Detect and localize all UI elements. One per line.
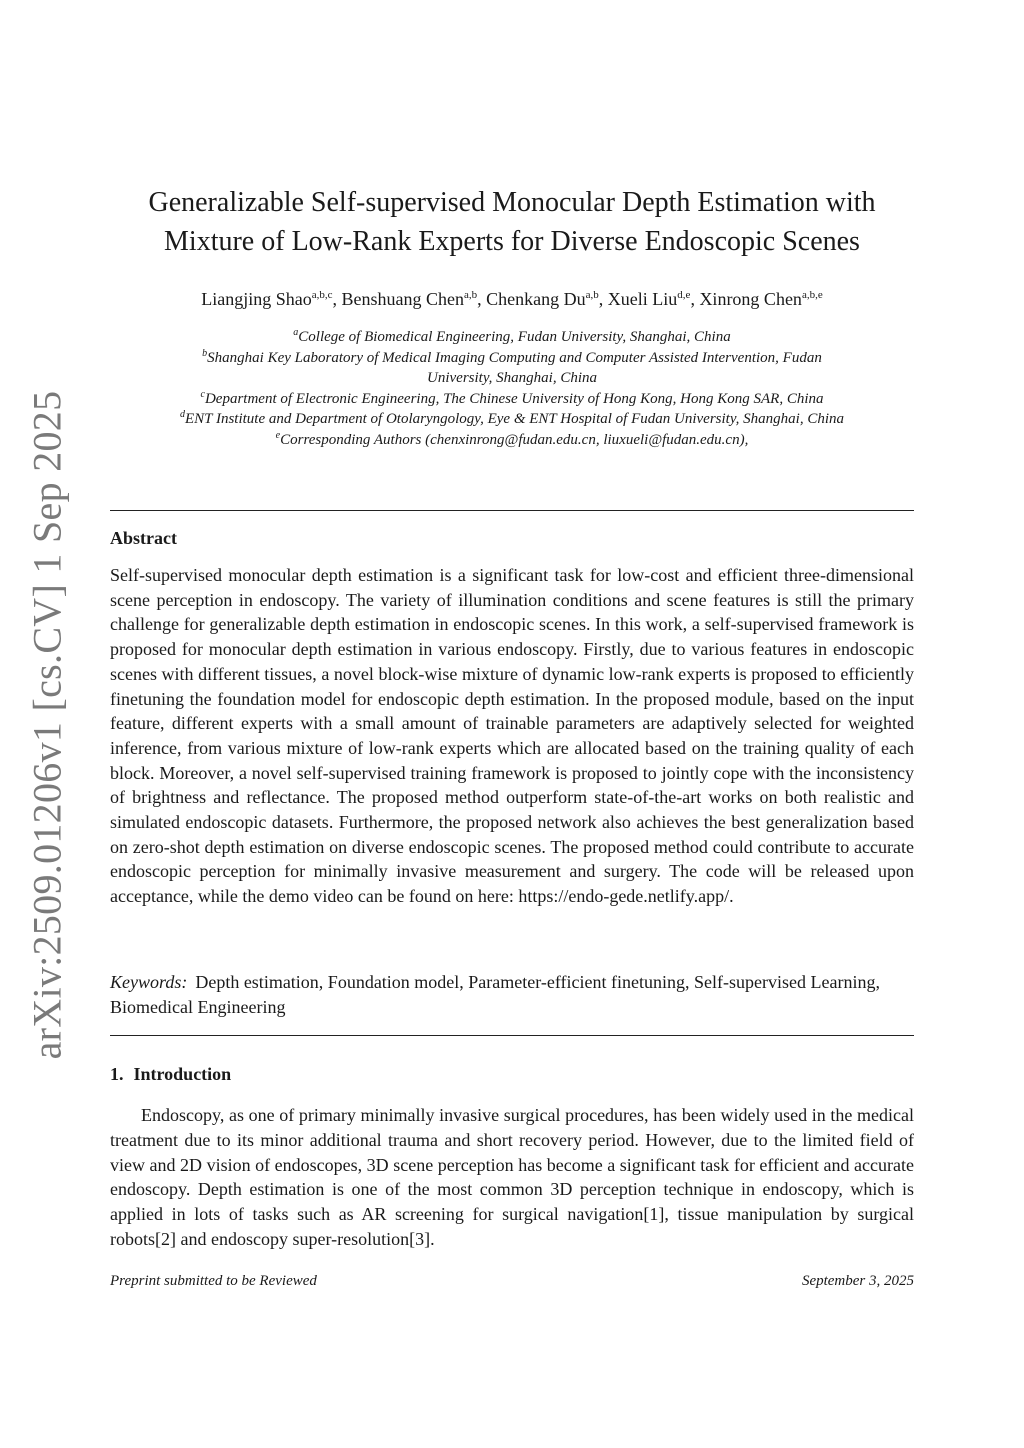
author-name: Benshuang Chen xyxy=(341,289,465,309)
paper-title xyxy=(110,183,914,261)
abstract-heading: Abstract xyxy=(110,528,177,548)
affiliation-list xyxy=(110,327,914,451)
affiliation-text: Corresponding Authors (chenxinrong@fudan.edu.cn, liuxueli@fudan.edu.cn), xyxy=(280,431,749,448)
affiliation-line xyxy=(110,409,914,430)
footer-date: September 3, 2025 xyxy=(801,1273,914,1289)
affiliation-mark: e xyxy=(275,429,281,441)
author-name: Xinrong Chen xyxy=(699,289,802,309)
keywords-label: Keywords: xyxy=(110,972,188,992)
affiliation-mark: b xyxy=(202,347,208,359)
affiliation-mark: a xyxy=(293,327,299,338)
affiliation-line xyxy=(110,389,914,410)
author-list: Liangjing Shao$^{a,b,c}$, Benshuang Chen$^{a,b}$, Chenkang Du$^{a,b}$, Xueli Liu$^{d,e}$, Xinrong Chen$^{a,b,e}$ xyxy=(201,289,823,309)
keywords xyxy=(110,970,914,1020)
affiliation-text: Shanghai Key Laboratory of Medical Imaging Computing and Computer Assisted Intervention, Fudan xyxy=(207,349,822,366)
arxiv-identifier-stamp: arXiv:2509.01206v1 [cs.CV] 1 Sep 2025 xyxy=(24,390,70,1060)
affiliation-line xyxy=(110,430,914,451)
title-line-2: Mixture of Low-Rank Experts for Diverse Endoscopic Scenes xyxy=(164,226,860,257)
author-affiliation-mark: a,b,e xyxy=(801,289,823,301)
author-affiliation-mark: d,e xyxy=(677,289,691,301)
affiliation-mark: c xyxy=(200,388,205,400)
author-affiliation-mark: a,b,c xyxy=(311,289,333,301)
affiliation-line xyxy=(110,348,914,369)
section-heading-introduction xyxy=(110,1064,231,1085)
affiliation-line xyxy=(110,368,914,389)
title-line-1: Generalizable Self-supervised Monocular Depth Estimation with xyxy=(148,187,876,218)
affiliation-text: ENT Institute and Department of Otolaryngology, Eye & ENT Hospital of Fudan University, Shanghai, China xyxy=(184,411,844,428)
abstract-bottom-divider xyxy=(110,1035,914,1036)
affiliation-text: College of Biomedical Engineering, Fudan University, Shanghai, China xyxy=(298,329,731,345)
author-affiliation-mark: a,b xyxy=(585,289,599,301)
author-name: Chenkang Du xyxy=(486,289,586,309)
introduction-paragraph: Endoscopy, as one of primary minimally invasive surgical procedures, has been widely used in the medical treatment due to its minor additional trauma and short recovery period. However, due to the limited field of view and 2D vision of endoscopes, 3D scene perception has become a significant task for efficient and accurate endoscopy. Depth estimation is one of the most common 3D perception technique in endoscopy, which is applied in lots of tasks such as AR screening for surgical navigation[1], tissue manipulation by surgical robots[2] and endoscopy super-resolution[3]. xyxy=(110,1105,914,1249)
affiliation-text: University, Shanghai, China xyxy=(427,370,597,387)
section-number: 1. xyxy=(110,1064,124,1084)
affiliation-mark: d xyxy=(179,409,185,421)
author-name: Xueli Liu xyxy=(607,289,678,309)
author-affiliation-mark: a,b xyxy=(464,289,478,301)
abstract-body: Self-supervised monocular depth estimation is a significant task for low-cost and efficient three-dimensional scene perception in endoscopy. The variety of illumination conditions and scene features is still the primary challenge for generalizable depth estimation in endoscopic scenes. In this work, a self-supervised framework is proposed for monocular depth estimation in various endoscopy. Firstly, due to various features in endoscopic scenes with different tissues, a novel block-wise mixture of dynamic low-rank experts is proposed to efficiently finetuning the foundation model for endoscopic depth estimation. In the proposed module, based on the input feature, different experts with a small amount of trainable parameters are adaptively selected for weighted inference, from various mixture of low-rank experts which are allocated based on the training quality of each block. Moreover, a novel self-supervised training framework is proposed to jointly cope with the inconsistency of brightness and reflectance. The proposed method outperform state-of-the-art works on both realistic and simulated endoscopic datasets. Furthermore, the proposed network also achieves the best generalization based on zero-shot depth estimation on diverse endoscopic scenes. The proposed method could contribute to accurate endoscopic perception for minimally invasive measurement and surgery. The code will be released upon acceptance, while the demo video can be found on here: https://endo-gede.netlify.app/. xyxy=(110,565,914,907)
author-name: Liangjing Shao xyxy=(201,289,312,309)
affiliation-text: Department of Electronic Engineering, The Chinese University of Hong Kong, Hong Kong SAR, China xyxy=(204,390,824,407)
section-title: Introduction xyxy=(133,1064,232,1084)
affiliation-line xyxy=(110,327,914,348)
keywords-text: Depth estimation, Foundation model, Parameter-efficient finetuning, Self-supervised Learning, Biomedical Engineering xyxy=(110,972,880,1017)
abstract-top-divider xyxy=(110,510,914,511)
footer-preprint-note: Preprint submitted to be Reviewed xyxy=(110,1273,317,1289)
